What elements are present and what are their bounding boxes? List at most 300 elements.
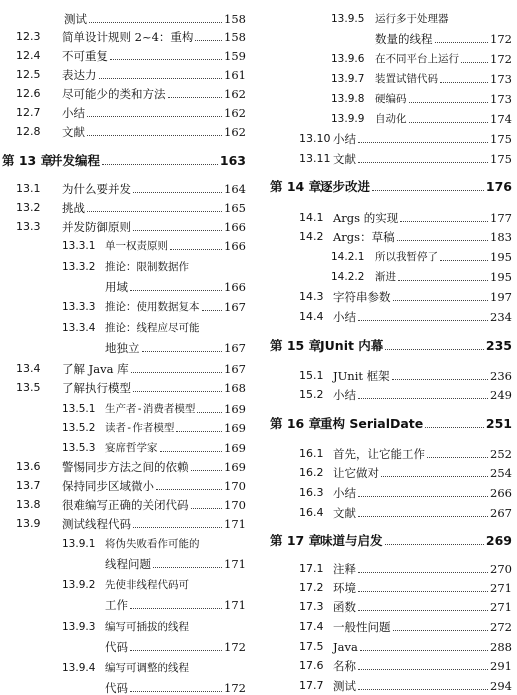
toc-entry-title: 文献 [333,506,356,520]
toc-entry-title: 表达力 [62,68,97,82]
toc-entry[interactable] [299,286,512,304]
toc-entry[interactable] [299,502,512,520]
toc-entry-title: 推论：使用数据复本 [105,301,200,313]
toc-entry-page: 173 [490,92,512,106]
toc-entry-number: 13.3.1 [62,240,96,252]
toc-entry[interactable] [299,148,512,166]
toc-entry-number: 13.4 [16,362,41,375]
toc-entry[interactable] [62,256,246,274]
toc-leader-dots [168,97,223,98]
toc-leader-dots [358,669,488,670]
toc-entry-page: 166 [224,280,246,294]
toc-entry-number: 13.7 [16,479,41,492]
toc-entry[interactable] [16,216,246,234]
toc-entry-title: 保持同步区域微小 [62,479,154,493]
toc-entry-number: 13.10 [299,132,331,145]
toc-entry-page: 167 [224,300,246,314]
toc-entry-title: 简单设计规则 2~4：重构 [62,30,194,44]
toc-leader-dots [176,431,222,432]
toc-entry-page: 269 [485,533,512,548]
toc-entry-title: 代码 [105,640,128,654]
toc-entry[interactable] [62,317,246,335]
toc-entry[interactable] [105,636,246,654]
toc-entry[interactable] [16,102,246,120]
toc-entry-page: 254 [490,466,512,480]
toc-entry-page: 164 [224,182,246,196]
toc-entry-page: 171 [224,557,246,571]
toc-leader-dots [130,290,222,291]
toc-entry-page: 236 [490,369,512,383]
toc-entry-number: 14.3 [299,290,324,303]
toc-entry-page: 174 [490,112,512,126]
toc-entry-page: 251 [485,416,512,431]
toc-leader-dots [133,527,222,528]
toc-entry-title: 警惕同步方法之间的依赖 [62,460,189,474]
toc-entry[interactable] [16,513,246,531]
toc-entry-title: 小结 [62,106,85,120]
toc-entry-page: 158 [224,12,246,26]
toc-entry-page: 167 [224,362,246,376]
toc-entry-page: 252 [490,447,512,461]
toc-chapter-entry[interactable] [270,335,512,353]
toc-entry-title: 首先，让它能工作 [333,447,425,461]
toc-entry-title: 为什么要并发 [62,182,131,196]
toc-leader-dots [191,470,223,471]
toc-leader-dots [131,372,222,373]
toc-entry-title: 文献 [333,152,356,166]
toc-entry-page: 266 [490,486,512,500]
toc-entry-number: 13.9.1 [62,538,96,550]
toc-entry-number: 17.7 [299,679,324,692]
toc-leader-dots [89,22,222,23]
toc-entry[interactable] [16,475,246,493]
toc-entry-title: 一般性问题 [333,620,391,634]
toc-leader-dots [358,142,488,143]
toc-entry-title: 让它做对 [333,466,379,480]
toc-entry-title: 编写可调整的线程 [105,662,189,674]
toc-entry-number: 15.1 [299,369,324,382]
toc-leader-dots [130,650,222,651]
toc-entry[interactable] [62,235,246,253]
toc-entry-number: 13.3.3 [62,301,96,313]
toc-entry-title: 硬编码 [375,93,407,105]
toc-leader-dots [102,164,218,165]
toc-entry[interactable] [299,482,512,500]
toc-entry-title: 测试 [64,12,87,26]
toc-leader-dots [160,451,223,452]
toc-leader-dots [202,310,223,311]
toc-leader-dots [170,249,222,250]
toc-entry-title: 并发编程 [50,153,101,168]
toc-entry-number: 第 16 章 [270,416,322,431]
toc-entry-title: 自动化 [375,113,407,125]
toc-entry-page: 175 [490,152,512,166]
toc-entry-number: 12.3 [16,30,41,43]
toc-entry-title: 环境 [333,581,356,595]
toc-entry-number: 13.9.9 [331,113,365,125]
toc-entry[interactable] [299,558,512,576]
toc-leader-dots [358,572,488,573]
toc-entry-title: 地独立 [105,341,140,355]
toc-entry[interactable] [299,207,512,225]
toc-entry-title: 函数 [333,600,356,614]
toc-entry-title: Args：草稿 [333,230,395,244]
toc-entry-title: JUnit 内幕 [320,338,384,353]
toc-entry-number: 13.8 [16,498,41,511]
toc-entry[interactable] [105,276,246,294]
toc-leader-dots [398,280,488,281]
toc-entry[interactable] [62,417,246,435]
toc-entry-title: Java [333,640,358,654]
toc-entry-page: 172 [490,32,512,46]
toc-chapter-entry[interactable] [270,413,512,431]
toc-entry-title: 推论：线程应尽可能 [105,322,200,334]
toc-entry-title: 不可重复 [62,49,108,63]
toc-entry[interactable] [16,64,246,82]
toc-entry[interactable] [299,636,512,654]
toc-entry-page: 166 [224,239,246,253]
toc-entry-title: JUnit 框架 [333,369,390,383]
toc-leader-dots [130,608,222,609]
toc-entry-number: 13.5.1 [62,403,96,415]
toc-leader-dots [87,116,222,117]
toc-entry-number: 第 14 章 [270,179,322,194]
toc-entry[interactable] [331,246,512,264]
toc-entry-page: 291 [490,659,512,673]
toc-leader-dots [133,230,222,231]
toc-entry-page: 171 [224,598,246,612]
toc-entry-number: 13.3.2 [62,261,96,273]
toc-leader-dots [385,349,484,350]
toc-entry-number: 14.2.1 [331,251,365,263]
toc-entry-page: 161 [224,68,246,82]
toc-entry-page: 172 [224,640,246,654]
toc-entry-title: 很难编写正确的关闭代码 [62,498,189,512]
toc-entry-page: 169 [224,421,246,435]
toc-entry[interactable] [64,8,246,26]
toc-entry[interactable] [16,83,246,101]
toc-entry-number: 13.11 [299,152,331,165]
toc-entry-page: 267 [490,506,512,520]
toc-leader-dots [440,82,488,83]
toc-entry-title: 渐进 [375,271,396,283]
toc-leader-dots [372,190,484,191]
toc-entry-number: 第 17 章 [270,533,322,548]
toc-entry-page: 271 [490,581,512,595]
toc-entry-page: 169 [224,460,246,474]
toc-leader-dots [397,240,488,241]
toc-entry-number: 12.7 [16,106,41,119]
toc-entry-page: 235 [485,338,512,353]
toc-entry-number: 14.4 [299,310,324,323]
toc-entry-number: 13.9.6 [331,53,365,65]
toc-entry-title: 文献 [62,125,85,139]
toc-entry-page: 249 [490,388,512,402]
toc-entry-number: 12.4 [16,49,41,62]
toc-entry-page: 158 [224,30,246,44]
toc-entry-number: 15.2 [299,388,324,401]
toc-entry[interactable] [105,677,246,695]
toc-entry-page: 167 [224,341,246,355]
toc-entry[interactable] [62,616,246,634]
toc-entry-title: 测试 [333,679,356,693]
toc-leader-dots [427,457,488,458]
toc-entry-page: 162 [224,87,246,101]
toc-entry-title: 编写可插拔的线程 [105,621,189,633]
toc-entry-title: 宴席哲学家 [105,442,158,454]
toc-entry-number: 14.2.2 [331,271,365,283]
toc-entry[interactable] [299,306,512,324]
toc-leader-dots [87,135,222,136]
toc-entry-number: 第 15 章 [270,338,322,353]
toc-leader-dots [133,391,222,392]
toc-entry-title: 生产者-消费者模型 [105,403,196,415]
toc-leader-dots [142,351,223,352]
toc-entry-page: 272 [490,620,512,634]
toc-leader-dots [195,40,222,41]
toc-leader-dots [409,122,489,123]
toc-entry-page: 163 [219,153,246,168]
toc-leader-dots [385,544,484,545]
toc-leader-dots [358,516,488,517]
toc-entry[interactable] [299,443,512,461]
toc-entry-number: 17.2 [299,581,324,594]
toc-entry[interactable] [16,358,246,376]
toc-entry-page: 234 [490,310,512,324]
toc-entry-number: 17.5 [299,640,324,653]
toc-entry[interactable] [299,655,512,673]
toc-entry[interactable] [16,494,246,512]
toc-entry-page: 177 [490,211,512,225]
toc-entry-title: 读者-作者模型 [105,422,175,434]
toc-entry-title: 味道与启发 [320,533,383,548]
toc-entry-page: 159 [224,49,246,63]
toc-leader-dots [440,260,488,261]
toc-entry[interactable] [62,533,246,551]
toc-chapter-entry[interactable] [270,176,512,194]
toc-entry-page: 195 [490,270,512,284]
toc-entry[interactable] [299,596,512,614]
toc-entry[interactable] [331,266,512,284]
toc-entry-title: Args 的实现 [333,211,399,225]
toc-entry[interactable] [16,178,246,196]
toc-leader-dots [358,162,488,163]
toc-entry-page: 197 [490,290,512,304]
toc-entry-title: 在不同平台上运行 [375,53,459,65]
toc-entry-page: 171 [224,517,246,531]
toc-entry-page: 168 [224,381,246,395]
toc-entry-title: 测试线程代码 [62,517,131,531]
toc-leader-dots [393,300,489,301]
toc-entry-number: 17.6 [299,659,324,672]
toc-entry-title: 用域 [105,280,128,294]
toc-entry-title: 重构 SerialDate [320,416,424,431]
toc-entry-page: 166 [224,220,246,234]
toc-leader-dots [191,508,223,509]
toc-entry[interactable] [16,197,246,215]
toc-entry-number: 17.4 [299,620,324,633]
toc-entry[interactable] [16,26,246,44]
toc-entry-title: 了解 Java 库 [62,362,129,376]
toc-entry-title: 工作 [105,598,128,612]
toc-entry-page: 169 [224,441,246,455]
toc-entry[interactable] [105,594,246,612]
toc-entry[interactable] [62,574,246,592]
toc-entry[interactable] [375,28,512,46]
toc-entry-number: 13.9 [16,517,41,530]
toc-entry-title: 尽可能少的类和方法 [62,87,166,101]
toc-entry-number: 16.2 [299,466,324,479]
toc-entry-number: 13.3 [16,220,41,233]
toc-leader-dots [153,567,222,568]
toc-leader-dots [393,630,489,631]
toc-entry-number: 12.5 [16,68,41,81]
toc-leader-dots [392,379,488,380]
toc-entry-page: 173 [490,72,512,86]
toc-entry-title: 所以我暂停了 [375,251,438,263]
toc-entry-number: 16.4 [299,506,324,519]
toc-entry-title: 代码 [105,681,128,695]
toc-leader-dots [435,42,489,43]
toc-entry[interactable] [105,337,246,355]
toc-leader-dots [461,62,488,63]
toc-entry-number: 13.5 [16,381,41,394]
toc-entry[interactable] [299,577,512,595]
toc-leader-dots [358,591,488,592]
toc-entry[interactable] [331,68,512,86]
toc-leader-dots [110,59,222,60]
toc-entry[interactable] [299,128,512,146]
toc-entry-number: 13.9.2 [62,579,96,591]
toc-entry-number: 13.9.7 [331,73,365,85]
toc-leader-dots [87,211,222,212]
toc-entry[interactable] [105,553,246,571]
toc-entry[interactable] [16,45,246,63]
toc-entry-page: 165 [224,201,246,215]
toc-entry-title: 小结 [333,310,356,324]
toc-leader-dots [360,650,488,651]
toc-entry[interactable] [331,88,512,106]
toc-leader-dots [409,102,489,103]
toc-leader-dots [425,427,484,428]
toc-entry[interactable] [16,377,246,395]
toc-entry[interactable] [331,8,512,26]
toc-entry-number: 13.3.4 [62,322,96,334]
toc-entry[interactable] [299,384,512,402]
toc-entry-title: 并发防御原则 [62,220,131,234]
toc-entry-number: 13.6 [16,460,41,473]
toc-leader-dots [358,689,488,690]
toc-entry-number: 17.3 [299,600,324,613]
toc-entry-title: 逐步改进 [320,179,371,194]
toc-leader-dots [358,496,488,497]
toc-entry-title: 运行多于处理器 [375,13,449,25]
toc-entry-title: 推论：限制数据作 [105,261,189,273]
toc-leader-dots [358,398,488,399]
toc-entry-title: 了解执行模型 [62,381,131,395]
toc-entry-page: 183 [490,230,512,244]
toc-entry-number: 16.3 [299,486,324,499]
toc-leader-dots [133,192,222,193]
toc-entry[interactable] [62,296,246,314]
toc-entry-title: 字符串参数 [333,290,391,304]
toc-entry-title: 小结 [333,486,356,500]
toc-entry-page: 170 [224,498,246,512]
toc-entry-title: 小结 [333,388,356,402]
toc-entry-number: 13.1 [16,182,41,195]
toc-entry-page: 169 [224,402,246,416]
toc-entry[interactable] [16,121,246,139]
toc-entry-title: 将伪失败看作可能的 [105,538,200,550]
toc-chapter-entry[interactable] [270,530,512,548]
toc-entry-title: 线程问题 [105,557,151,571]
toc-entry-number: 12.6 [16,87,41,100]
toc-entry-number: 第 13 章 [2,153,54,168]
toc-entry-title: 单一权责原则 [105,240,168,252]
toc-entry[interactable] [62,398,246,416]
toc-entry-page: 176 [485,179,512,194]
toc-entry[interactable] [299,616,512,634]
toc-entry-number: 13.5.3 [62,442,96,454]
toc-entry-page: 162 [224,106,246,120]
toc-entry-number: 14.2 [299,230,324,243]
toc-entry-number: 13.2 [16,201,41,214]
toc-entry-number: 12.8 [16,125,41,138]
toc-entry-number: 13.9.5 [331,13,365,25]
toc-entry-title: 挑战 [62,201,85,215]
toc-entry-page: 294 [490,679,512,693]
toc-entry[interactable] [62,437,246,455]
toc-entry-page: 271 [490,600,512,614]
toc-entry-page: 162 [224,125,246,139]
toc-leader-dots [400,221,488,222]
toc-entry-title: 数量的线程 [375,32,433,46]
toc-chapter-entry[interactable] [2,150,246,168]
toc-entry[interactable] [299,365,512,383]
toc-entry-page: 288 [490,640,512,654]
toc-entry-page: 172 [224,681,246,695]
toc-entry-number: 13.9.8 [331,93,365,105]
toc-entry[interactable] [331,48,512,66]
toc-entry[interactable] [299,462,512,480]
toc-entry-number: 13.5.2 [62,422,96,434]
toc-entry[interactable] [62,657,246,675]
toc-entry-title: 先使非线程代码可 [105,579,189,591]
toc-entry[interactable] [16,456,246,474]
toc-entry-page: 195 [490,250,512,264]
toc-entry-title: 注释 [333,562,356,576]
toc-leader-dots [358,610,488,611]
toc-entry-number: 13.9.4 [62,662,96,674]
toc-entry-page: 170 [224,479,246,493]
toc-leader-dots [358,320,488,321]
toc-entry-page: 270 [490,562,512,576]
toc-entry-title: 名称 [333,659,356,673]
toc-entry[interactable] [299,675,512,693]
toc-entry[interactable] [331,108,512,126]
toc-entry[interactable] [299,226,512,244]
toc-entry-title: 小结 [333,132,356,146]
toc-leader-dots [197,412,222,413]
toc-entry-number: 16.1 [299,447,324,460]
toc-entry-number: 14.1 [299,211,324,224]
toc-entry-number: 17.1 [299,562,324,575]
toc-entry-page: 175 [490,132,512,146]
toc-leader-dots [381,476,488,477]
toc-entry-page: 172 [490,52,512,66]
toc-leader-dots [99,78,223,79]
toc-entry-number: 13.9.3 [62,621,96,633]
